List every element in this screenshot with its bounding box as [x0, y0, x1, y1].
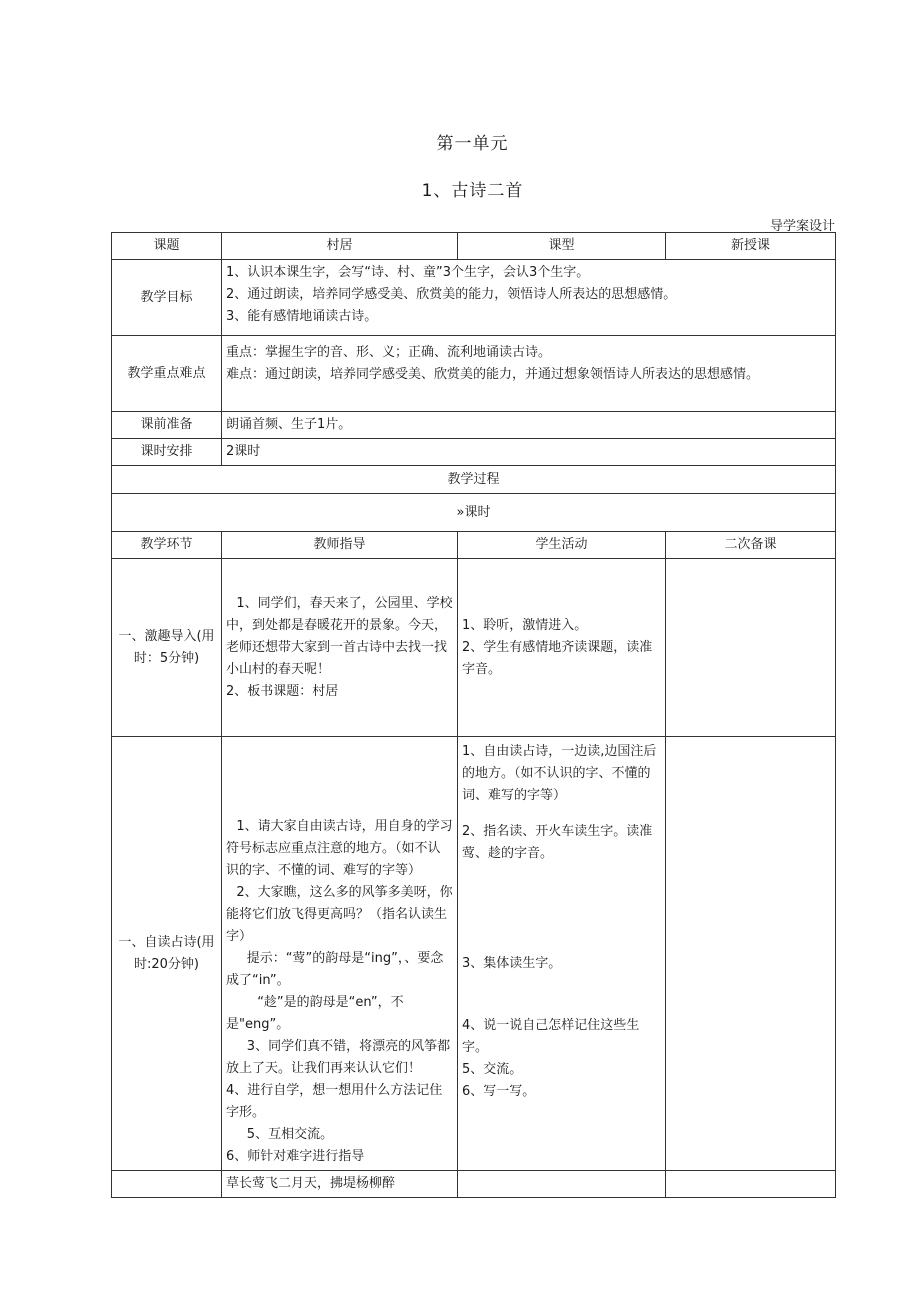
topic-row [112, 233, 836, 260]
prep-label: 课前准备 [112, 412, 222, 439]
student-step: 2、指名读、开火车读生字。读准莺、趁的字音。 [462, 824, 653, 861]
process-title-row [112, 466, 836, 494]
process-title: 教学过程 [112, 466, 836, 494]
student-step: 2、学生有感情地齐读课题，读准字音。 [462, 639, 653, 677]
student-step: 6、写一写。 [462, 1084, 536, 1099]
schedule-label: 课时安排 [112, 439, 222, 466]
process-row [112, 737, 836, 1171]
lesson-title: 1、古诗二首 [421, 181, 524, 201]
notes-cell [666, 737, 836, 1171]
student-cell [458, 559, 666, 737]
prep-value: 朗诵首频、生子1片。 [222, 412, 836, 439]
student-step: 1、聆听，激情进入。 [462, 617, 588, 633]
topic-value: 村居 [222, 233, 458, 260]
type-label: 课型 [458, 233, 666, 260]
keypoints-cell [222, 336, 836, 412]
student-step: 5、交流。 [462, 1062, 523, 1077]
schedule-value: 2课时 [222, 439, 836, 466]
col-teacher: 教师指导 [222, 532, 458, 559]
teacher-cell: 草长莺飞二月天，拂堤杨柳醉 [222, 1171, 458, 1198]
notes-cell [666, 1171, 836, 1198]
teacher-step: 6、师针对难字进行指导 [226, 1149, 365, 1164]
period-label: »课时 [112, 494, 836, 532]
type-value: 新授课 [666, 233, 836, 260]
teacher-step: “趁”是的韵母是“en”，不是"eng”。 [226, 995, 404, 1032]
goals-cell [222, 260, 836, 336]
teacher-step: 5、互相交流。 [246, 1127, 334, 1142]
student-cell [458, 1171, 666, 1198]
goals-row [112, 260, 836, 336]
schedule-row [112, 439, 836, 466]
goal-item: 3、能有感情地诵读古诗。 [226, 309, 378, 324]
stage-cell: 一、自读占诗(用时:20分钟) [112, 737, 222, 1171]
topic-label: 课题 [112, 233, 222, 260]
col-notes: 二次备课 [666, 532, 836, 559]
teacher-step: 2、大家瞧，这么多的风筝多美呀，你能将它们放飞得更高吗？（指名认读生字） [226, 885, 453, 944]
unit-title: 第一单元 [436, 134, 509, 154]
teacher-step: 1、请大家自由读古诗，用自身的学习符号标志应重点注意的地方。（如不认识的字、不懂的词、难写的字等） [226, 819, 453, 878]
goal-item: 1、认识本课生字，会写“诗、村、童”3个生字，会认3个生字。 [226, 265, 590, 280]
student-step: 1、自由读占诗，一边读,边国注后的地方。（如不认识的字、不懂的词、难写的字等） [462, 744, 657, 803]
teacher-step: 2、板书课题：村居 [226, 683, 339, 699]
teacher-step: 3、同学们真不错，将漂亮的风筝都放上了天。让我们再来认认它们！ [226, 1039, 451, 1076]
student-cell [458, 737, 666, 1171]
teacher-step: 提示：“莺”的韵母是“ing”，、要念成了“in”。 [226, 951, 444, 988]
process-row [112, 1171, 836, 1198]
notes-cell [666, 559, 836, 737]
lesson-plan-table [111, 232, 836, 1198]
teacher-cell [222, 559, 458, 737]
process-header-row [112, 532, 836, 559]
student-step: 4、说一说自己怎样记住这些生字。 [462, 1018, 640, 1055]
stage-cell: 一、激趣导入(用时：5分钟) [112, 559, 222, 737]
keypoint-item: 难点：通过朗读，培养同学感受美、欣赏美的能力，并通过想象领悟诗人所表达的思想感情。 [226, 367, 760, 382]
teacher-step: 1、同学们，春天来了，公园里、学校中，到处都是春暖花开的景象。今天，老师还想带大家到一首古诗中去找一找小山村的春天呢！ [226, 595, 453, 677]
col-stage: 教学环节 [112, 532, 222, 559]
process-row [112, 559, 836, 737]
teacher-cell [222, 737, 458, 1171]
keypoint-item: 重点：掌握生字的音、形、义；正确、流利地诵读古诗。 [226, 345, 552, 360]
design-label: 导学案设计 [769, 219, 835, 234]
prep-row [112, 412, 836, 439]
teacher-step: 4、进行自学，想一想用什么方法记住字形。 [226, 1083, 443, 1120]
keypoints-row [112, 336, 836, 412]
goal-item: 2、通过朗读，培养同学感受美、欣赏美的能力，领悟诗人所表达的思想感情。 [226, 287, 677, 302]
period-row [112, 494, 836, 532]
goals-label: 教学目标 [112, 260, 222, 336]
student-step: 3、集体读生字。 [462, 956, 562, 971]
stage-cell [112, 1171, 222, 1198]
col-student: 学生活动 [458, 532, 666, 559]
keypoints-label: 教学重点难点 [112, 336, 222, 412]
